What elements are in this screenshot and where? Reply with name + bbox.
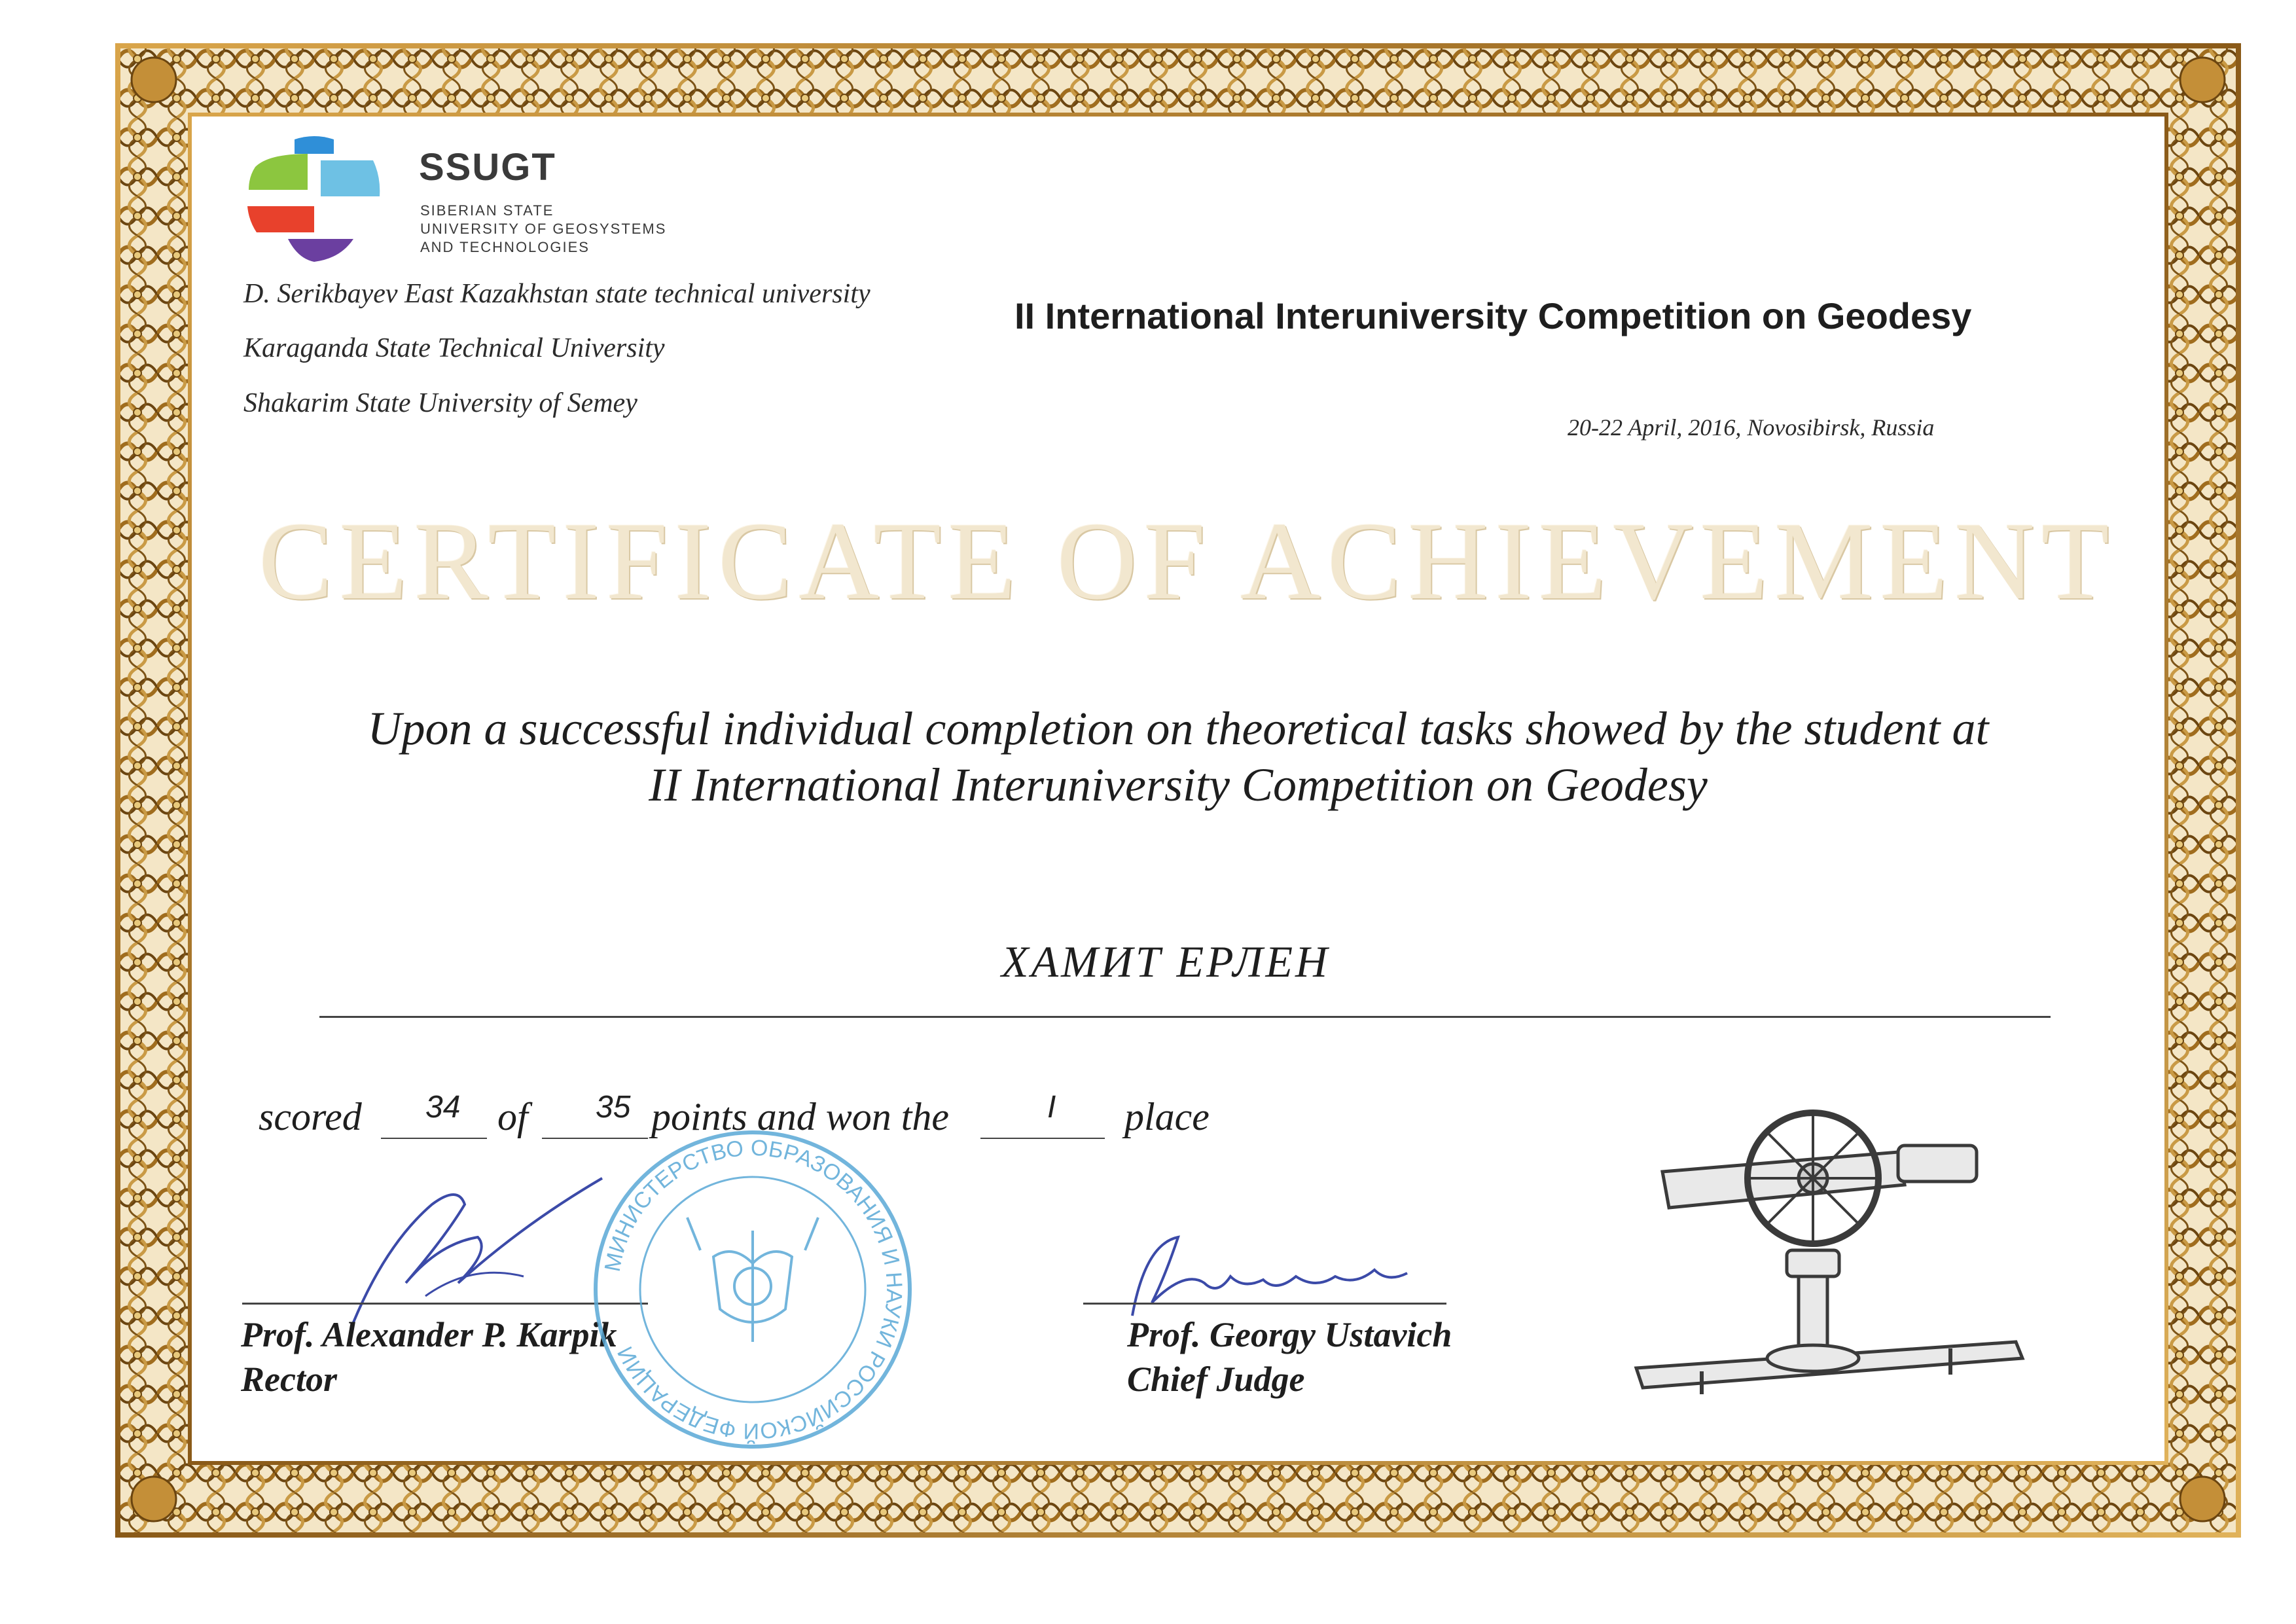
logo-subtitle-line: AND TECHNOLOGIES <box>420 239 590 255</box>
official-seal-icon <box>589 1126 916 1453</box>
competition-date-place: 20-22 April, 2016, Novosibirsk, Russia <box>1568 414 1935 441</box>
student-name: ХАМИТ ЕРЛЕН <box>1001 937 1331 986</box>
score-place: I <box>1047 1090 1056 1125</box>
theodolite-icon <box>1623 1100 2055 1407</box>
logo-name: SSUGT <box>419 146 556 189</box>
statement-text <box>196 700 2160 813</box>
score-total: 35 <box>596 1090 631 1125</box>
name-underline <box>319 1016 2051 1018</box>
chief-judge-signature-line <box>1083 1303 1446 1305</box>
score-word-points-won: points and won the <box>651 1095 950 1138</box>
logo-subtitle-line: UNIVERSITY OF GEOSYSTEMS <box>420 221 667 237</box>
partner-university: D. Serikbayev East Kazakhstan state technical university <box>243 279 870 309</box>
ssugt-logo-globe-icon <box>242 128 386 272</box>
statement-line: II International Interuniversity Competition on Geodesy <box>649 759 1708 811</box>
rector-signatory <box>241 1312 617 1401</box>
chief-judge-role: Chief Judge <box>1127 1360 1305 1399</box>
certificate-title: CERTIFICATE OF ACHIEVEMENT <box>259 499 2116 623</box>
score-word-scored: scored <box>259 1095 362 1138</box>
partner-university: Shakarim State University of Semey <box>243 388 637 418</box>
rector-signature-line <box>242 1303 648 1305</box>
score-points: 34 <box>425 1090 461 1125</box>
rector-role: Rector <box>241 1360 337 1399</box>
chief-judge-name: Prof. Georgy Ustavich <box>1127 1315 1452 1354</box>
score-word-place: place <box>1124 1095 1210 1138</box>
score-place-line <box>980 1138 1105 1139</box>
statement-line: Upon a successful individual completion on theoretical tasks showed by the student at <box>367 702 1989 755</box>
score-word-of: of <box>497 1095 528 1138</box>
score-points-line <box>381 1138 487 1139</box>
seal-outer-text: МИНИСТЕРСТВО ОБРАЗОВАНИЯ И НАУКИ РОССИЙСКОЙ ФЕДЕРАЦИИ <box>600 1135 907 1444</box>
logo-subtitle <box>420 202 666 257</box>
competition-title: II International Interuniversity Competition on Geodesy <box>1014 295 1972 336</box>
logo-subtitle-line: SIBERIAN STATE <box>420 202 554 219</box>
rector-name: Prof. Alexander P. Karpik <box>241 1315 617 1354</box>
partner-university: Karaganda State Technical University <box>243 333 665 363</box>
chief-judge-signatory <box>1127 1312 1452 1401</box>
